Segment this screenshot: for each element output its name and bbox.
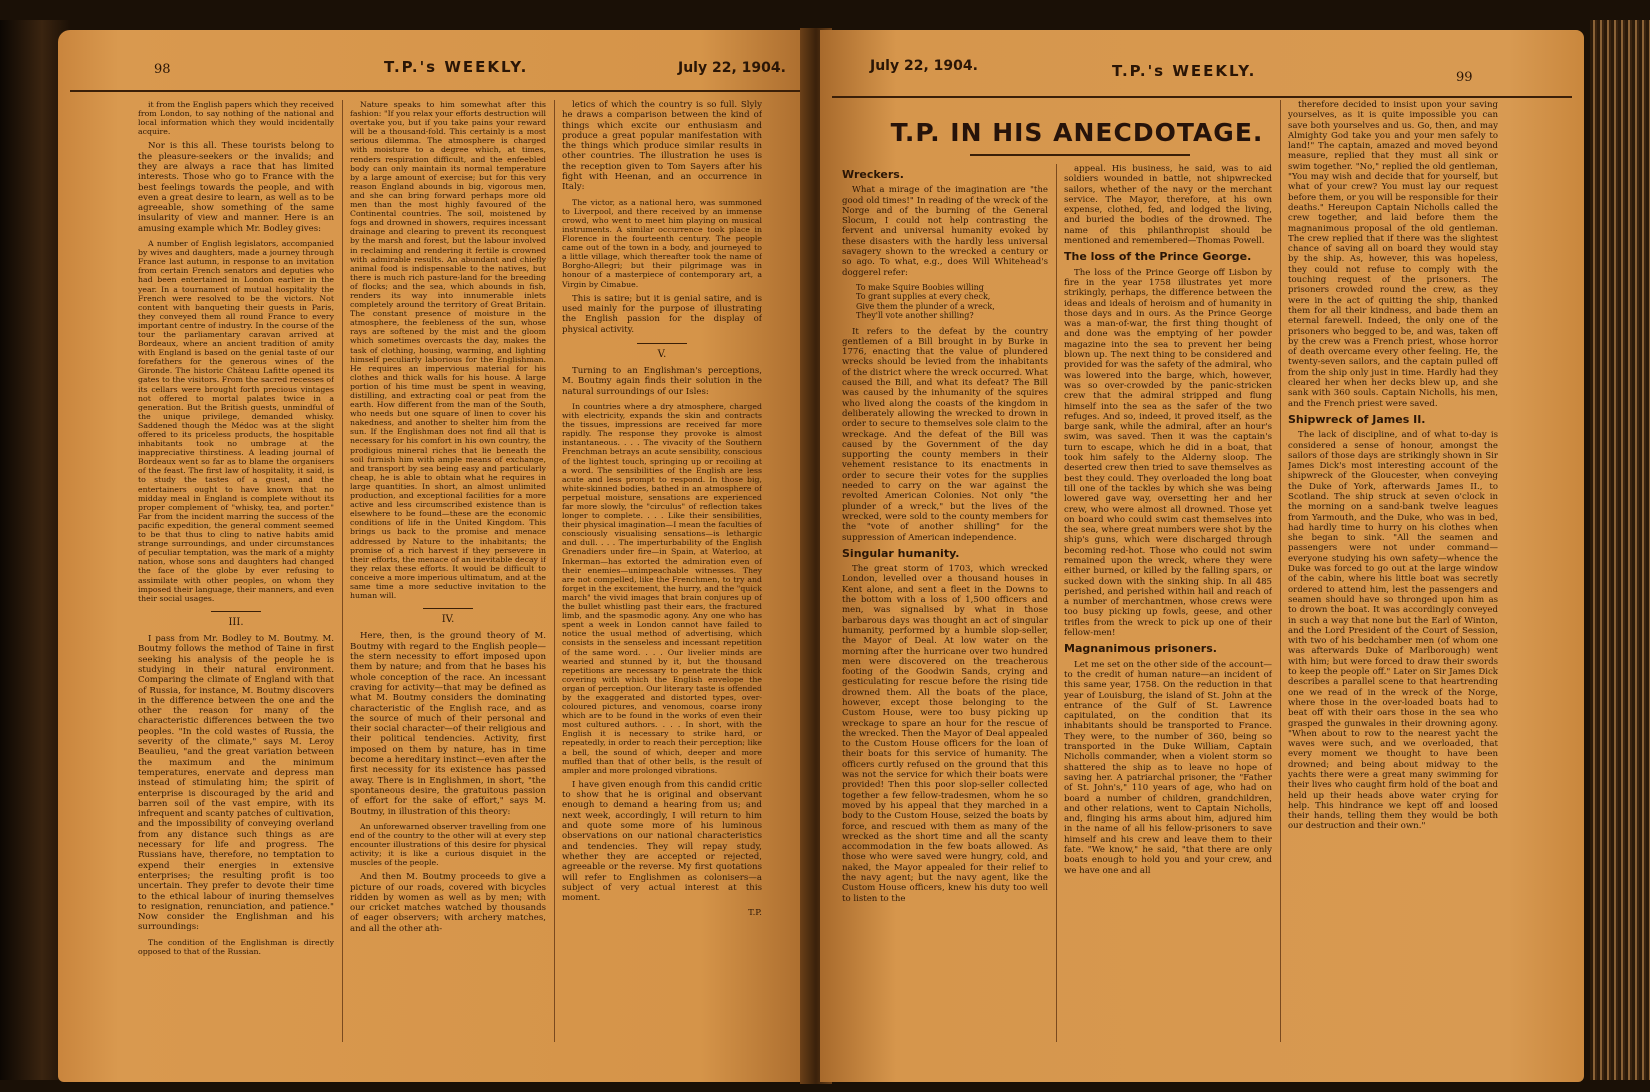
subheading: Wreckers.: [842, 168, 904, 181]
section-number: III.: [138, 611, 334, 628]
block-quote: An unforewarned observer travelling from one end of the country to the other will at every step encounter illustrations of this desire for physical activity; it is like a curious disquiet in the muscles of the people.: [350, 821, 546, 868]
right-running-header: [820, 58, 1584, 85]
paragraph: Turning to an Englishman's perceptions, M. Boutmy again finds their solution in the natural surroundings of our Isles:: [562, 366, 762, 397]
paragraph: The lack of discipline, and of what to-day is considered a sense of honour, amongst the sailors of those days are strikingly shown in Sir James Dick's most interesting account of the shipwreck of the Gloucester, when conveying the Duke of York, afterwards James II., to Scotland. The ship struck at seven o'clock in the morning on a sand-bank twelve leagues from Yarmouth, and the Duke, who was in bed, had hardly time to hurry on his clothes when she began to sink. "All the seamen and passengers were not under command—everyone studying his own safety—whence the Duke was forced to go out at the large window of the cabin, where his little boat was secretly ordered to attend him, lest the passengers and seamen should have so thronged upon him as to drown the boat. It was accordingly conveyed in such a way that none but the Earl of Winton, and the Lord President of the Court of Session, with two of his bedchamber men (of whom one was afterwards Duke of Marlborough) went with him; but were forced to draw their swords to keep the people off." Later on Sir James Dick describes a parallel scene to that heartrending one we read of in the wreck of the Norge, where those in the over-loaded boats had to beat off with their oars those in the sea who grasped the gunwales in their drowning agony. "When about to row to the nearest yacht the waves were such, and we overloaded, that every moment we thought to have been drowned; and being about midway to the yachts there were a great many swimming for their lives who caught firm hold of the boat and held up their heads above water crying for help. This hindrance we kept off and loosed their hands, telling them they would be both our destruction and their own.": [1288, 430, 1498, 832]
subheading: Magnanimous prisoners.: [1064, 642, 1217, 656]
article-title: T.P. IN HIS ANECDOTAGE.: [890, 118, 1264, 147]
left-header-title: T.P.'s WEEKLY.: [384, 58, 529, 76]
paragraph: Here, then, is the ground theory of M. Boutmy with regard to the English people—the stern necessity to effort imposed upon them by nature; and from that he bases his whole conception of the race. An incessant craving for activity—that may be defined as what M. Boutmy considers the dominating characteristic of the English race, and as the source of much of their personal and their social character—of their religious and their political tendencies. Activity, first imposed on them by nature, has in time become a hereditary instinct—even after the first necessity for its existence has passed away. There is in Englishmen, in short, "the spontaneous desire, the gratuitous passion of effort for the sake of effort," says M. Boutmy, in illustration of this theory:: [350, 631, 546, 817]
paragraph: Nor is this all. These tourists belong to the pleasure-seekers or the invalids; and they are always a race that has limited interests. Those who go to France with the best feelings towards the people, and with even a great desire to learn, as well as to be agreeable, show something of the same insularity of view and manner. Here is an amusing example which Mr. Bodley gives:: [138, 141, 334, 234]
right-column-1: [842, 164, 1048, 1054]
right-page: [820, 30, 1584, 1082]
page-edges-right: [1590, 20, 1650, 1080]
left-header-date: July 22, 1904.: [678, 60, 786, 76]
left-column-3: [562, 100, 762, 1054]
subheading: Singular humanity.: [842, 546, 960, 560]
paragraph: it from the English papers which they received from London, to say nothing of the national and local information which they would incidentally acquire.: [138, 100, 334, 137]
paragraph: therefore decided to insist upon your saving yourselves, as it is quite impossible you can save both yourselves and us. Go, then, and may Almighty God take you and your men safely to land!" The captain, amazed and moved beyond measure, replied that they must all sink or swim together. "No," replied the old gentleman, "You may wish and decide that for yourself, but what of your crew? You must lay our request before them, or you will be responsible for their deaths." Hereupon Captain Nicholls called the crew together, and laid before them the magnanimous proposal of the old gentleman. The crew replied that if there was the slightest chance of saving all on board they would stay by the ship. As, however, this was hopeless, they could not refuse to comply with the touching request of the prisoners. The prisoners crowded round the crew, as they were in the act of quitting the ship, thanked them for all their kindness, and bade them an eternal farewell. Indeed, the only one of the prisoners who begged to be, and was, taken off by the crew was a French priest, whose horror of death overcame every other feeling. He, the twenty-seven sailors, and the captain pulled off from the ship only just in time. Hardly had they cleared her when her decks blew up, and she sank with 360 souls. Captain Nicholls, his men, and the French priest were saved.: [1288, 100, 1498, 409]
subheading: Shipwreck of James II.: [1288, 412, 1426, 426]
subheading: The loss of the Prince George.: [1064, 250, 1252, 264]
paragraph: appeal. His business, he said, was to aid soldiers wounded in battle, not shipwrecked sailors, whether of the navy or the merchant service. The Mayor, therefore, at his own expense, clothed, fed, and lodged the living, and buried the bodies of the drowned. The name of this philanthropist should be mentioned and remembered—Thomas Powell.: [1064, 164, 1272, 247]
left-running-header: [58, 58, 814, 82]
block-quote: In countries where a dry atmosphere, charged with electricity, expands the skin and contracts the tissues, impressions are received far more rapidly. The response they provoke is almost instantaneous. . . . The vivacity of the Southern Frenchman betrays an acute sensibility, conscious of the lightest touch, springing up or recoiling at a word. The sensibilities of the English are less acute and less prompt to respond. In those big, white-skinned bodies, bathed in an atmosphere of perpetual moisture, sensations are experienced far more slowly, the "circulus" of reflection takes longer to complete. . . . Like their sensibilities, their physical imagination—I mean the faculties of consciously visualising sensations—is lethargic and dull. . . . The imperturbability of the English Grenadiers under fire—in Spain, at Waterloo, at Inkerman—has extorted the admiration even of their enemies—unimpeachable witnesses. They are not compelled, like the Frenchmen, to try and forget in the excitement, the hurry, and the "quick march" the vivid images that brain conjures up of the bullet whistling past their ears, the fractured limb, and the spasmodic agony. Any one who has spent a week in London cannot have failed to notice the usual method of advertising, which consists in the senseless and incessant repetition of the same word. . . . Our livelier minds are wearied and stunned by it, but the thousand repetitions are necessary to penetrate the thick covering with which the English envelope the organ of perception. Our literary taste is offended by the exaggerated and distorted types, over-coloured pictures, and venomous, coarse irony which are to be found in the works of even their most cultured authors. . . . In short, with the English it is necessary to strike hard, or repeatedly, in order to reach their perception; like a bell, the sound of which, deeper and more muffled than that of other bells, is the result of ampler and more prolonged vibrations.: [562, 401, 762, 775]
paragraph: What a mirage of the imagination are "the good old times!" In reading of the wreck of the Norge and of the burning of the General Slocum, I could not help contrasting the fervent and universal humanity evoked by these disasters with the hardly less universal savagery shown to the wrecked a century or so ago. To what, e.g., does Will Whitehead's doggerel refer:: [842, 185, 1048, 278]
block-quote: The victor, as a national hero, was summoned to Liverpool, and there received by an immense crowd, who went to meet him playing on musical instruments. A similar occurrence took place in Florence in the fourteenth century. The people came out of the town in a body, and journeyed to a little village, which thereafter took the name of Borgho-Allegri; but their pilgrimage was in honour of a masterpiece of contemporary art, a Virgin by Cimabue.: [562, 197, 762, 289]
verse-line: To make Squire Boobies willing: [856, 282, 984, 292]
right-column-2: [1064, 164, 1272, 1054]
left-page-number: 98: [154, 62, 171, 77]
column-divider: [342, 100, 343, 1042]
verse-line: To grant supplies at every check,: [856, 292, 991, 302]
author-signature: T.P.: [748, 908, 762, 919]
right-header-rule: [832, 96, 1572, 98]
verse-line: Give them the plunder of a wreck,: [856, 301, 995, 311]
paragraph: The loss of the Prince George off Lisbon by fire in the year 1758 illustrates yet more strikingly, perhaps, the difference between the ideas and ideals of heroism and of humanity in those days and in ours. As the Prince George was a man-of-war, the first thing thought of and done was the emptying of her powder magazine into the sea to prevent her being blown up. The next thing to be considered and provided for was the safety of the admiral, who was lowered into the barge, which, however, was so over-crowded by the panic-stricken crew that the admiral stripped and flung himself into the sea as the safer of the two refuges. And so, indeed, it proved itself, as the barge sank, while the admiral, after an hour's swim, was saved. Then it was the captain's turn to escape, which he did in a boat, that took him safely to the Alderny sloop. The deserted crew then tried to save themselves as best they could. They overloaded the long boat till one of the tackles by which she was being lowered gave way, oversetting her and her crew, who were almost all drowned. Those yet on board who could swim cast themselves into the sea, where great numbers were shot by the ship's guns, which were discharged through becoming red-hot. Those who could not swim remained upon the wreck, where they were either burned, or killed by the falling spars, or sucked down with the sinking ship. In all 485 perished, and perished within hail and reach of a number of merchantmen, whose crews were too busy picking up fowls, geese, and other trifles from the wreck to pick up one of their fellow-men!: [1064, 267, 1272, 639]
paragraph: It refers to the defeat by the country gentlemen of a Bill brought in by Burke in 1776, enacting that the value of plundered wrecks should be levied from the inhabitants of the district where the wreck occurred. What caused the Bill, and what its defeat? The Bill was caused by the inhumanity of the squires who lived along the coasts of the kingdom in deliberately allowing the wrecked to drown in order to secure to themselves sole claim to the wreckage. And the defeat of the Bill was caused by the Government of the day supporting the county members in their vehement resistance to its enactments in order to secure their votes for the supplies needed to carry on the war against the revolted American Colonies. Not only "the plunder of a wreck," but the lives of the wrecked, were sold to the county members for the "vote of another shilling" for the suppression of American independence.: [842, 326, 1048, 543]
block-quote: The condition of the Englishman is directly opposed to that of the Russian.: [138, 937, 334, 956]
paragraph: This is satire; but it is genial satire, and is used mainly for the purpose of illustrating the English passion for the display of physical activity.: [562, 293, 762, 335]
paragraph: letics of which the country is so full. Slyly he draws a comparison between the kind of things which excite our enthusiasm and produce a great popular manifestation with the things which produce similar results in other countries. The illustration he uses is the reception given to Tom Sayers after his fight with Heenan, and an occurrence in Italy:: [562, 100, 762, 193]
left-page: [58, 30, 814, 1082]
block-quote: Nature speaks to him somewhat after this fashion: "If you relax your efforts destruction will overtake you, but if you take pains your reward will be a thousand-fold. This certainly is a most serious dilemma. The atmosphere is charged with moisture to a degree which, at times, renders respiration difficult, and the enfeebled body can only maintain its normal temperature by a large amount of exercise; but for this very reason England abounds in big, vigorous men, and she can bring forward perhaps more old men than the most highly favoured of the Continental countries. The soil, moistened by fogs and drowned in showers, requires incessant drainage and clearing to prevent its reconquest by the marsh and forest, but the labour involved in reclaiming and rendering it fertile is crowned with admirable results. An abundant and chiefly animal food is indispensable to the natives, but there is much rich pasture-land for the breeding of flocks; and the sea, which abounds in fish, renders its way into innumerable inlets completely around the territory of Great Britain. The constant presence of moisture in the atmosphere, the feebleness of the sun, whose rays are softened by the mist and the gloom which sometimes overcasts the day, makes the task of clothing, housing, warming, and lighting himself peculiarly laborious for the Englishman. He requires an impervious material for his clothes and thick walls for his house. A large portion of his time must be spent in weaving, distilling, and extracting coal or peat from the earth. How different from the man of the South, who needs but one square of linen to cover his nakedness, and another to shelter him from the sun. If the Englishman does not find all that is necessary for his comfort in his own country, the prodigious mineral riches that lie beneath the soil furnish him with ample means of exchange, and transport by sea being easy and particularly cheap, he is able to obtain what he requires in large quantities. In short, an almost unlimited production, and exceptional facilities for a more active and less circumscribed existence than is elsewhere to be found—these are the economic conditions of life in the United Kingdom. This brings us back to the promise and menace addressed by Nature to the inhabitants; the promise of a rich harvest if they persevere in their efforts, the menace of an inevitable decay if they relax these efforts. It would be difficult to conceive a more imperious ultimatum, and at the same time a more seductive invitation to the human will.: [350, 100, 546, 601]
paragraph: The great storm of 1703, which wrecked London, levelled over a thousand houses in Kent alone, and sent a fleet in the Downs to the bottom with a loss of 1,500 officers and men, was signalised by what in those barbarous days was thought an act of singular humanity, performed by a humble slop-seller, the Mayor of Deal. At low water on the morning after the hurricane over two hundred men were discovered on the treacherous footing of the Goodwin Sands, crying and gesticulating for rescue before the rising tide drowned them. All the boats of the place, however, except those belonging to the Custom House, were too busy picking up wreckage to spare an hour for the rescue of the wrecked. Then the Mayor of Deal appealed to the Custom House officers for the loan of their boats for this service of humanity. The officers curtly refused on the ground that this was not the service for which their boats were provided! Then this poor slop-seller collected together a few fellow-tradesmen, whom he so moved by his appeal that they marched in a body to the Custom House, seized the boats by force, and rescued with them as many of the wrecked as the short time and all the scanty accommodation in the few boats allowed. As those who were saved were hungry, cold, and naked, the Mayor appealed for their relief to the navy agent; but the navy agent, like the Custom House officers, knew his duty too well to listen to the: [842, 564, 1048, 904]
right-header-title: T.P.'s WEEKLY.: [1112, 62, 1257, 80]
section-number: V.: [562, 343, 762, 360]
left-column-2: [350, 100, 546, 1054]
section-number: IV.: [350, 608, 546, 625]
block-quote: A number of English legislators, accompanied by wives and daughters, made a journey through France last autumn, in response to an invitation from certain French senators and deputies who had been entertained in London earlier in the year. In a tournament of mutual hospitality the French were resolved to be the victors. Not content with banqueting their guests in Paris, they conveyed them all round France to every important centre of industry. In the course of the tour the parliamentary caravan arrived at Bordeaux, where an ancient tradition of amity with England is based on the genial taste of our forefathers for the generous wines of the Gironde. The historic Château Lafitte opened its gates to the visitors. From the sacred recesses of its cellars were brought forth precious vintages not offered to mortal palates twice in a generation. But the British guests, unmindful of the unique privilege, demanded whisky. Saddened though the Médoc was at the slight offered to its priceless products, the hospitable inhabitants took no umbrage at the inappreciative thirstiness. A leading journal of Bordeaux went so far as to blame the organisers of the feast. The first law of hospitality, it said, is to study the tastes of a guest, and the entertainers ought to have known that no midday meal in England is complete without its proper complement of "whisky, tea, and porter." Far from the incident marring the success of the pacific expedition, the general comment seemed to be that thus to cling to native habits amid strange surroundings, and under circumstances of peculiar temptation, was the mark of a mighty nation, whose sons and daughters had changed the face of the globe by ever refusing to assimilate with other peoples, on whom they imposed their language, their manners, and even their social usages.: [138, 239, 334, 603]
paragraph: I pass from Mr. Bodley to M. Boutmy. M. Boutmy follows the method of Taine in first seeking his analysis of the people he is studying in their natural environment. Comparing the climate of England with that of Russia, for instance, M. Boutmy discovers in the difference between the one and the other the reason for many of the characteristic differences between the two peoples. "In the cold wastes of Russia, the severity of the climate," says M. Leroy Beaulieu, "and the great variation between the maximum and the minimum temperatures, enervate and depress man instead of stimulating him; the spirit of enterprise is discouraged by the arid and barren soil of the vast empire, with its infrequent and scanty patches of cultivation, and the impossibility of conveying overland from any distance such things as are necessary for life and progress. The Russians have, therefore, no temptation to expend their energies in extensive enterprises; the resulting profit is too uncertain. They prefer to devote their time to the ethical labour of inuring themselves to resignation, renunciation, and patience." Now consider the Englishman and his surroundings:: [138, 634, 334, 933]
right-header-date: July 22, 1904.: [870, 58, 978, 74]
paragraph: I have given enough from this candid critic to show that he is original and observant enough to demand a hearing from us; and next week, accordingly, I will return to him and quote some more of his luminous observations on our national characteristics and tendencies. They will repay study, whether they are accepted or rejected, agreeable or the reverse. My first quotations will refer to Englishmen as colonisers—a subject of very actual interest at this moment.: [562, 779, 762, 904]
left-header-rule: [70, 90, 802, 92]
verse-quote: [856, 283, 1048, 321]
paragraph: Let me set on the other side of the account—to the credit of human nature—an incident of this same year, 1758. On the reduction in that year of Louisburg, the island of St. John at the entrance of the Gulf of St. Lawrence capitulated, on the condition that its inhabitants should be transported to France. They were, to the number of 360, being so transported in the Duke William, Captain Nicholls commander, when a violent storm so shattered the ship as to leave no hope of saving her. A patriarchal prisoner, the "Father of St. John's," 110 years of age, who had on board a number of children, grandchildren, and other relations, went to Captain Nicholls, and, flinging his arms about him, adjured him in the name of all his fellow-prisoners to save himself and his crew and leave them to their fate. "We know," he said, "that there are only boats enough to hold you and your crew, and we have one and all: [1064, 659, 1272, 876]
right-page-number: 99: [1456, 70, 1473, 85]
left-column-1: [138, 100, 334, 1054]
column-divider: [1056, 164, 1057, 1042]
column-divider: [554, 100, 555, 1042]
verse-line: They'll vote another shilling?: [856, 311, 974, 321]
column-divider: [1280, 100, 1281, 1042]
paragraph: And then M. Boutmy proceeds to give a picture of our roads, covered with bicycles ridden by women as well as by men; with our cricket matches watched by thousands of eager observers; with archery matches, and all the other ath-: [350, 872, 546, 934]
title-underline: [970, 154, 1190, 156]
right-column-3: [1288, 100, 1498, 1054]
